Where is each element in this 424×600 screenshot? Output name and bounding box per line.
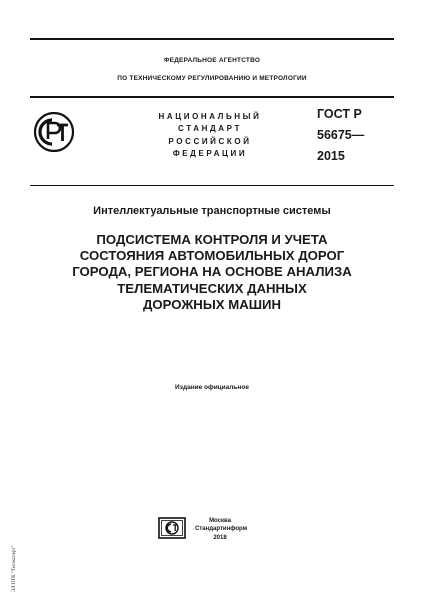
rst-emblem-icon: [33, 112, 75, 157]
document-title-line-4: ТЕЛЕМАТИЧЕСКИХ ДАННЫХ: [117, 280, 307, 296]
gost-code-line-1: ГОСТ Р: [317, 107, 362, 121]
publisher-info: [195, 517, 248, 542]
publisher-city: Москва: [209, 518, 231, 524]
national-standard-line-2: СТАНДАРТ: [178, 124, 242, 134]
gost-code-line-3: 2015: [317, 149, 345, 163]
national-standard-line-1: НАЦИОНАЛЬНЫЙ: [158, 112, 262, 121]
document-title-line-3: ГОРОДА, РЕГИОНА НА ОСНОВЕ АНАЛИЗА: [72, 264, 352, 280]
header-divider-thick: [30, 96, 394, 98]
agency-line-1: ФЕДЕРАЛЬНОЕ АГЕНТСТВО: [163, 57, 261, 64]
publisher-year: 2018: [213, 534, 227, 541]
national-standard-line-4: ФЕДЕРАЦИИ: [172, 148, 248, 158]
gost-code-line-2: 56675—: [317, 128, 365, 142]
document-title-line-2: СОСТОЯНИЯ АВТОМОБИЛЬНЫХ ДОРОГ: [79, 248, 345, 264]
gost-code: [317, 104, 364, 167]
national-standard-line-3: РОССИЙСКОЙ: [168, 136, 252, 146]
document-title-line-5: ДОРОЖНЫХ МАШИН: [143, 296, 281, 312]
side-stamp: ЭЛ ПТК "Техэксперт": [12, 545, 17, 592]
document-title: [30, 232, 394, 313]
document-title-line-1: ПОДСИСТЕМА КОНТРОЛЯ И УЧЕТА: [96, 232, 328, 247]
document-subtitle: Интеллектуальные транспортные системы: [93, 205, 331, 217]
edition-label: Издание официальное: [175, 384, 249, 391]
publisher-name: Стандартинформ: [195, 526, 248, 533]
agency-line-2: ПО ТЕХНИЧЕСКОМУ РЕГУЛИРОВАНИЮ И МЕТРОЛОГИИ: [117, 75, 307, 82]
top-rule: [30, 38, 394, 40]
standartinform-logo-icon: [158, 517, 186, 544]
header-bottom-rule: [30, 185, 394, 186]
national-standard-label: [140, 111, 280, 160]
